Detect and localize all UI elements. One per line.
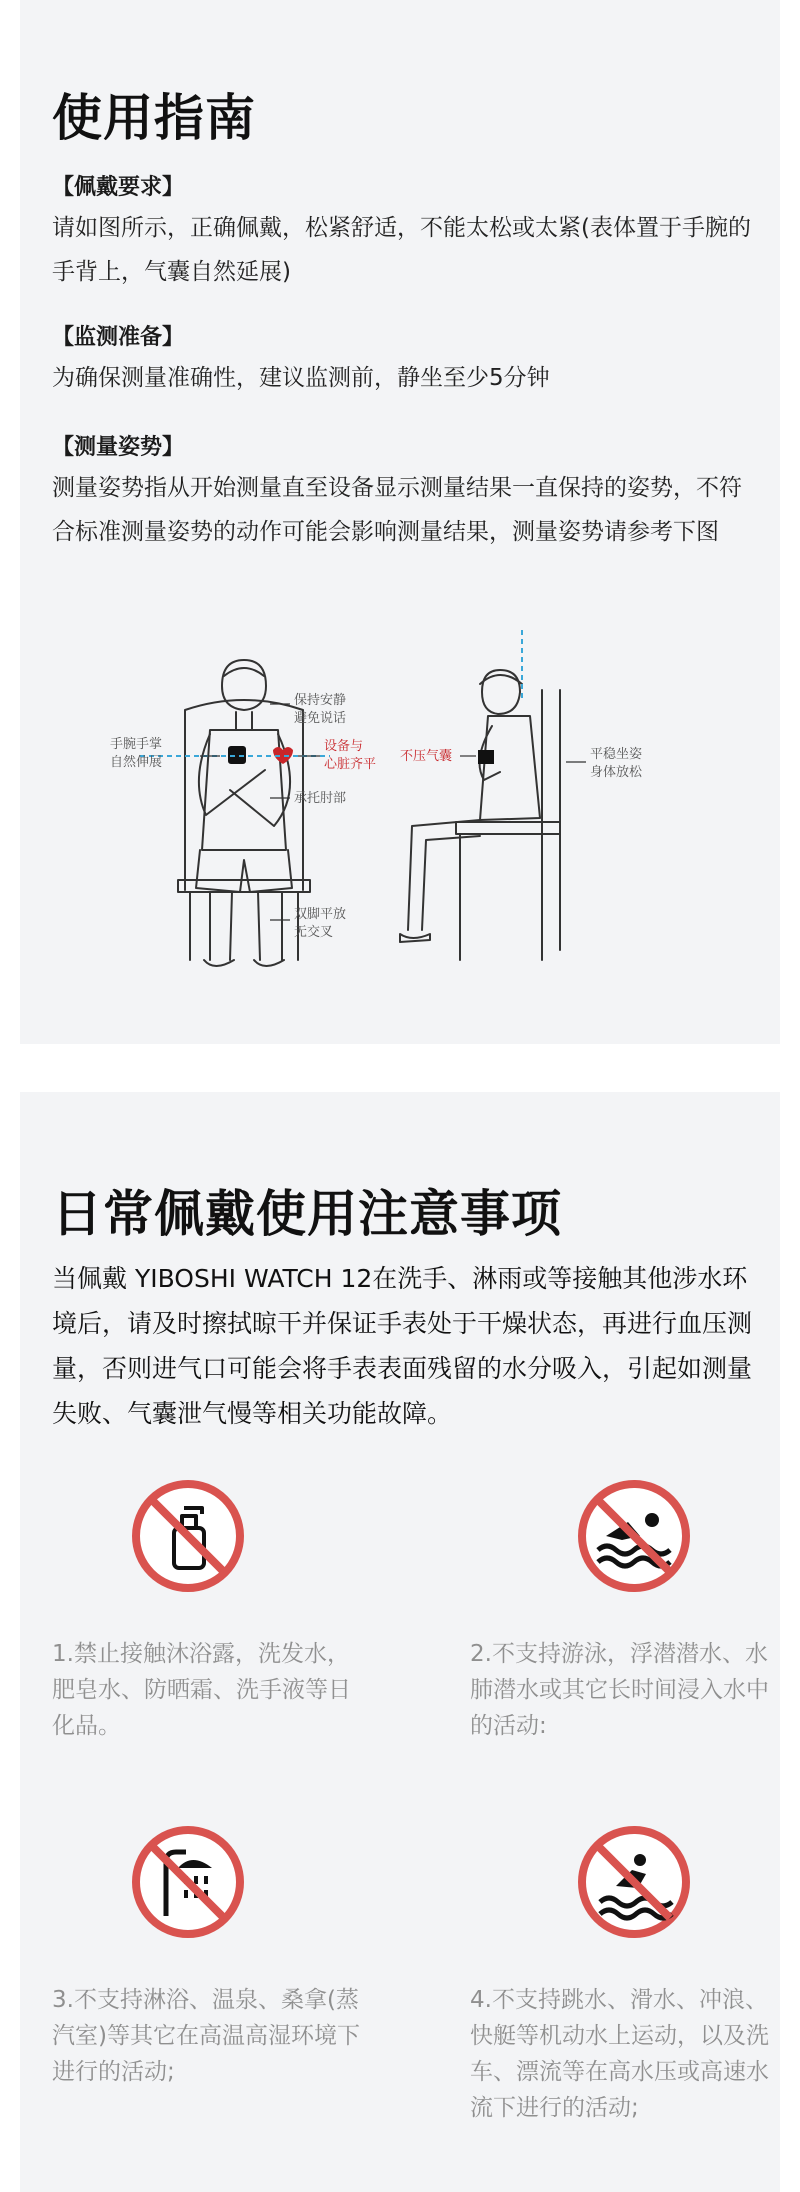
daily-notes-card bbox=[20, 1092, 780, 2192]
daily-text: 当佩戴 YIBOSHI WATCH 12在洗手、淋雨或等接触其他涉水环境后，请及时擦拭晾干并保证手表处于干燥状态，再进行血压测量，否则进气口可能会将手表表面残留的水分吸入，引起如测量失败、气囊泄气慢等相关功能故障。 bbox=[52, 1264, 753, 1428]
label-heart-2: 心脏齐平 bbox=[324, 757, 377, 772]
guide-title: 使用指南 bbox=[52, 89, 256, 147]
label-wrist-2: 自然伸展 bbox=[110, 755, 163, 770]
label-feet-2: 无交叉 bbox=[294, 925, 334, 940]
wear-text: 请如图所示，正确佩戴，松紧舒适，不能太松或太紧(表体置于手腕的手背上，气囊自然延展) bbox=[52, 215, 751, 285]
no-swimming-icon bbox=[576, 1478, 692, 1594]
note-3: 3.不支持淋浴、温泉、桑拿(蒸汽室)等其它在高温高湿环境下进行的活动; bbox=[52, 1987, 360, 2085]
no-cosmetics-icon bbox=[130, 1478, 246, 1594]
no-shower-icon bbox=[130, 1824, 246, 1940]
label-sit-1: 平稳坐姿 bbox=[590, 747, 643, 762]
posture-heading: 【测量姿势】 bbox=[52, 435, 185, 460]
prep-text: 为确保测量准确性，建议监测前，静坐至少5分钟 bbox=[52, 365, 550, 391]
label-bladder: 不压气囊 bbox=[400, 749, 453, 764]
posture-illustration bbox=[60, 630, 740, 990]
label-quiet-2: 避免说话 bbox=[294, 711, 347, 726]
label-heart-1: 设备与 bbox=[324, 739, 364, 754]
usage-guide-card bbox=[20, 0, 780, 1044]
wear-heading: 【佩戴要求】 bbox=[52, 175, 185, 200]
daily-title: 日常佩戴使用注意事项 bbox=[52, 1185, 562, 1243]
label-wrist-1: 手腕手掌 bbox=[110, 737, 163, 752]
note-4: 4.不支持跳水、滑水、冲浪、快艇等机动水上运动，以及洗车、漂流等在高水压或高速水流下进行的活动; bbox=[470, 1987, 769, 2121]
label-sit-2: 身体放松 bbox=[590, 765, 643, 780]
label-quiet-1: 保持安静 bbox=[294, 693, 347, 708]
note-2: 2.不支持游泳，浮潜潜水、水肺潜水或其它长时间浸入水中的活动: bbox=[470, 1641, 769, 1739]
no-water-sports-icon bbox=[576, 1824, 692, 1940]
prep-heading: 【监测准备】 bbox=[52, 325, 185, 350]
label-feet-1: 双脚平放 bbox=[294, 907, 347, 922]
label-elbow: 承托肘部 bbox=[294, 791, 347, 806]
note-1: 1.禁止接触沐浴露，洗发水，肥皂水、防晒霜、洗手液等日化品。 bbox=[52, 1641, 351, 1739]
posture-text: 测量姿势指从开始测量直至设备显示测量结果一直保持的姿势，不符合标准测量姿势的动作可能会影响测量结果，测量姿势请参考下图 bbox=[52, 475, 742, 545]
